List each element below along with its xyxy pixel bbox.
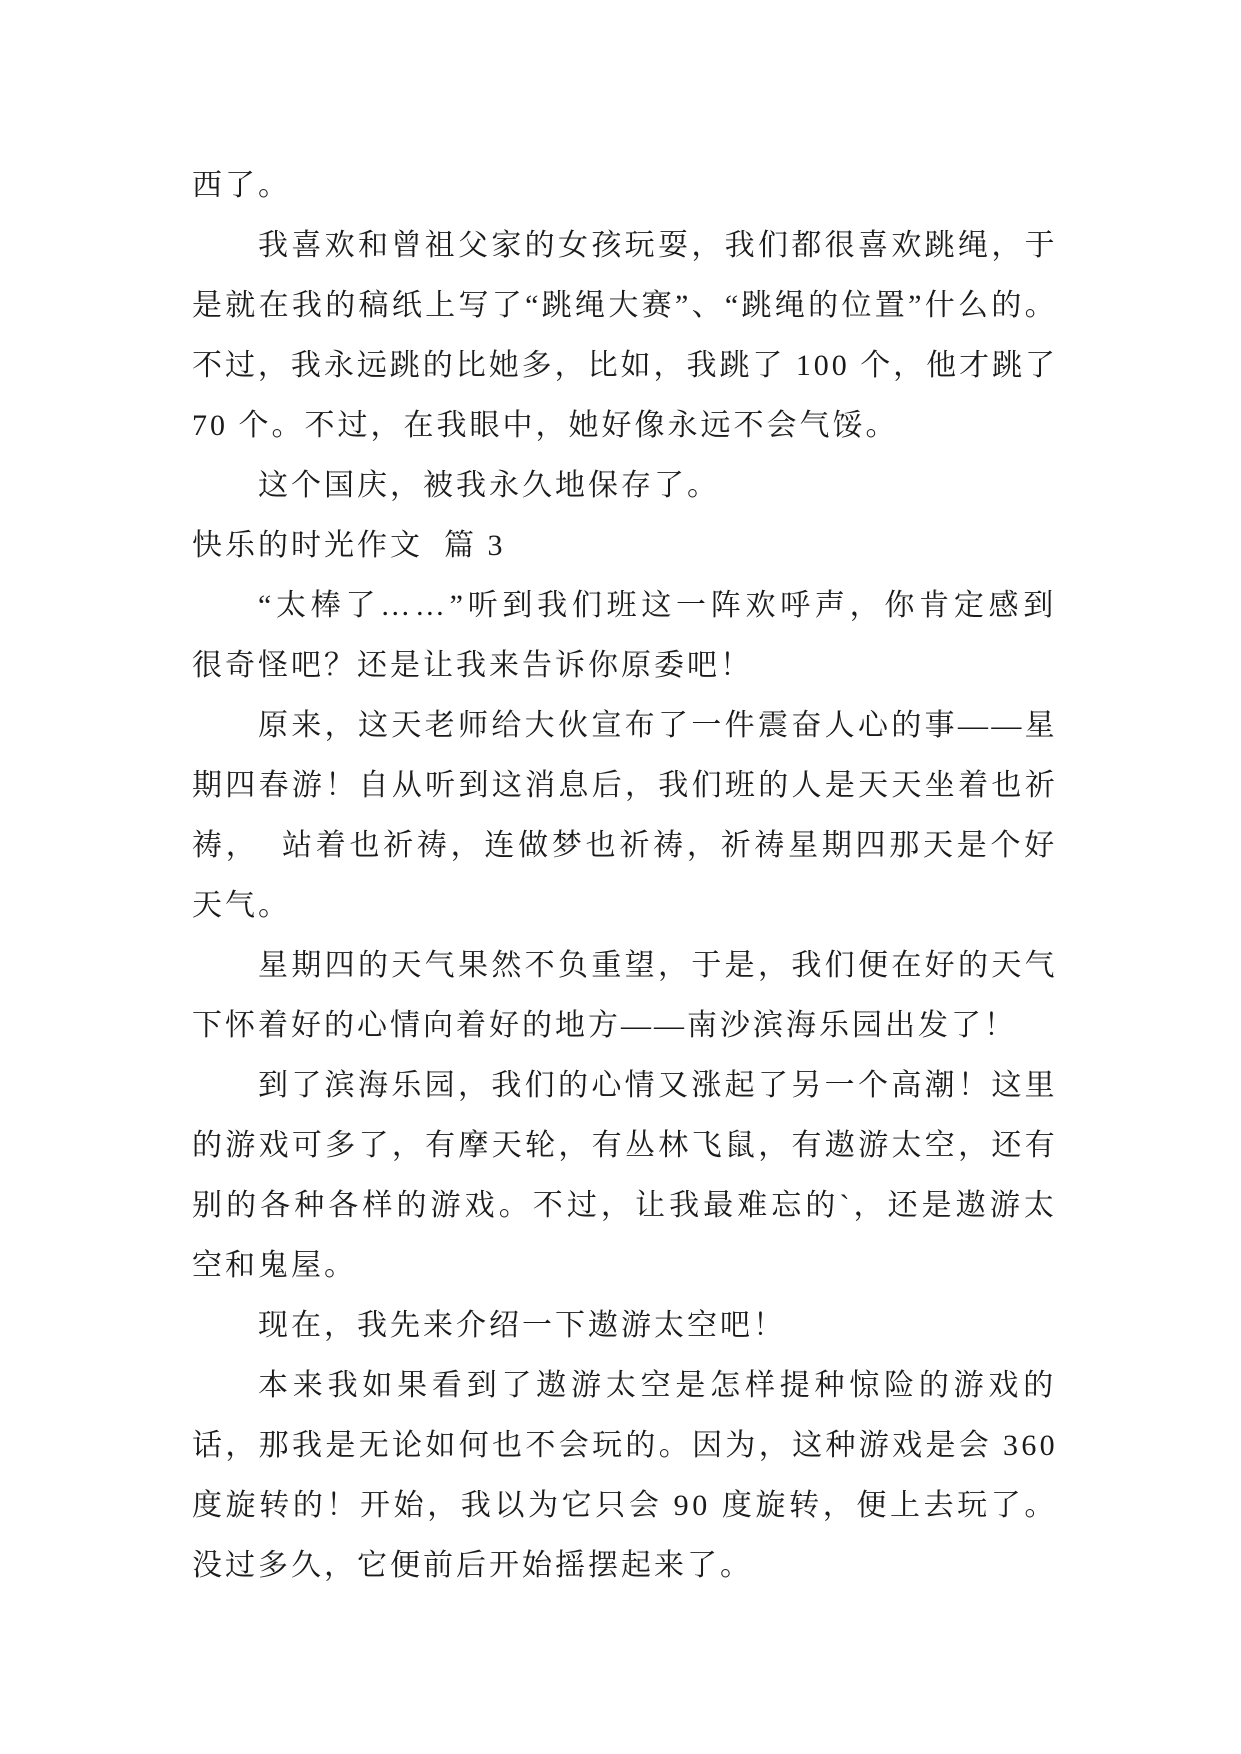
section-heading — [192, 516, 1058, 576]
text-line — [192, 1176, 1058, 1236]
text-line-content: 我喜欢和曾祖父家的女孩玩耍，我们都很喜欢跳绳，于 — [258, 229, 1058, 262]
text-line — [192, 156, 1058, 216]
text-line-content: 的游戏可多了，有摩天轮，有丛林飞鼠，有遨游太空，还有 — [192, 1129, 1058, 1162]
text-line-content: 原来，这天老师给大伙宣布了一件震奋人心的事——星 — [258, 709, 1058, 742]
text-line — [192, 756, 1058, 816]
text-line-content: 度旋转的！开始，我以为它只会 90 度旋转，便上去玩了。 — [192, 1489, 1058, 1522]
document-body — [192, 156, 1058, 1596]
text-line-content: 很奇怪吧？还是让我来告诉你原委吧！ — [192, 649, 753, 682]
text-line-content: 没过多久，它便前后开始摇摆起来了。 — [192, 1549, 753, 1582]
text-line — [192, 336, 1058, 396]
text-line — [192, 1056, 1058, 1116]
section-essay-3 — [192, 516, 1058, 1596]
text-line-content: 西了。 — [192, 169, 291, 202]
text-line — [192, 276, 1058, 336]
text-line — [192, 996, 1058, 1056]
text-line — [192, 1296, 1058, 1356]
text-line-content: 话，那我是无论如何也不会玩的。因为，这种游戏是会 360 — [192, 1429, 1058, 1462]
text-line-content: 70 个。不过，在我眼中，她好像永远不会气馁。 — [192, 409, 899, 442]
text-line — [192, 1356, 1058, 1416]
text-line — [192, 876, 1058, 936]
text-line — [192, 936, 1058, 996]
paragraph — [192, 156, 1058, 216]
text-line — [192, 1536, 1058, 1596]
text-line — [192, 636, 1058, 696]
paragraph — [192, 696, 1058, 936]
paragraph — [192, 576, 1058, 696]
paragraph — [192, 1056, 1058, 1296]
text-line — [192, 1476, 1058, 1536]
text-line — [192, 216, 1058, 276]
text-line-content: 不过，我永远跳的比她多，比如，我跳了 100 个，他才跳了 — [192, 349, 1058, 382]
paragraph — [192, 456, 1058, 516]
text-line — [192, 1236, 1058, 1296]
text-line-content: 祷， 站着也祈祷，连做梦也祈祷，祈祷星期四那天是个好 — [192, 829, 1058, 862]
text-line — [192, 1416, 1058, 1476]
text-line-content: 期四春游！自从听到这消息后，我们班的人是天天坐着也祈 — [192, 769, 1058, 802]
paragraph — [192, 1296, 1058, 1356]
paragraph — [192, 216, 1058, 456]
text-line-content: 现在，我先来介绍一下遨游太空吧！ — [258, 1309, 786, 1342]
text-line-content: 空和鬼屋。 — [192, 1249, 357, 1282]
text-line — [192, 1116, 1058, 1176]
text-line-content: 本来我如果看到了遨游太空是怎样提种惊险的游戏的 — [258, 1369, 1058, 1402]
section-continuation — [192, 156, 1058, 516]
text-line — [192, 816, 1058, 876]
text-line-content: 别的各种各样的游戏。不过，让我最难忘的`，还是遨游太 — [192, 1189, 1058, 1222]
text-line-content: 星期四的天气果然不负重望，于是，我们便在好的天气 — [258, 949, 1058, 982]
text-line — [192, 396, 1058, 456]
text-line-content: 下怀着好的心情向着好的地方——南沙滨海乐园出发了！ — [192, 1009, 1017, 1042]
text-line-content: “太棒了……”听到我们班这一阵欢呼声，你肯定感到 — [258, 589, 1058, 622]
text-line — [192, 696, 1058, 756]
text-line-content: 到了滨海乐园，我们的心情又涨起了另一个高潮！这里 — [258, 1069, 1058, 1102]
text-line-content: 天气。 — [192, 889, 291, 922]
section-heading-text: 快乐的时光作文 篇 3 — [192, 529, 506, 562]
paragraph — [192, 936, 1058, 1056]
text-line — [192, 576, 1058, 636]
text-line-content: 这个国庆，被我永久地保存了。 — [258, 469, 720, 502]
paragraph — [192, 1356, 1058, 1596]
text-line — [192, 456, 1058, 516]
text-line-content: 是就在我的稿纸上写了“跳绳大赛”、“跳绳的位置”什么的。 — [192, 289, 1058, 322]
